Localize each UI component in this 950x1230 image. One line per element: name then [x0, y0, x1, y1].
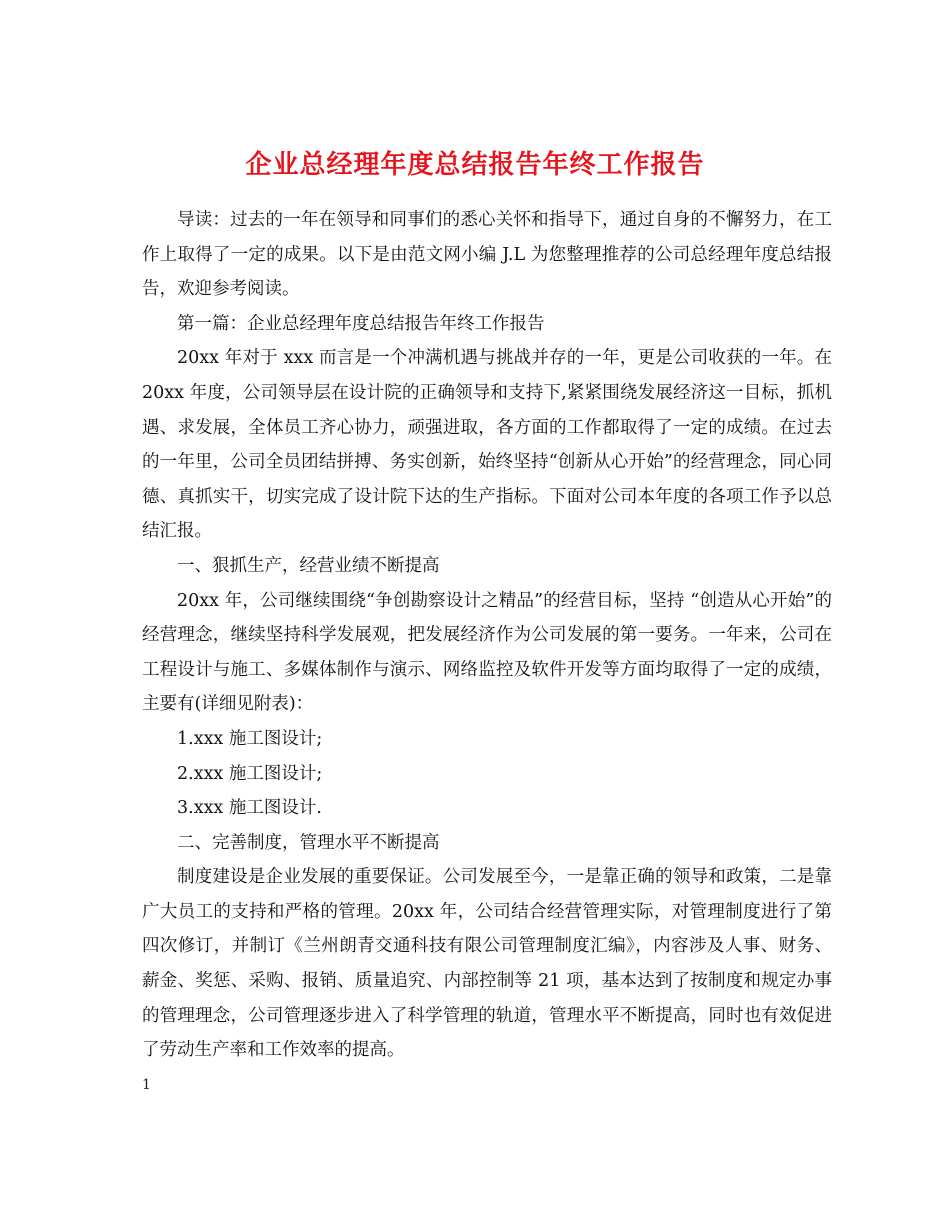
paragraph-management: 制度建设是企业发展的重要保证。公司发展至今，一是靠正确的领导和政策，二是靠广大员工的支持和严格的管理。20xx 年，公司结合经营管理实际，对管理制度进行了第四次修订，并制订《兰州朗青交通科技有限公司管理制度汇编》，内容涉及人事、财务、薪金、奖惩、采购、报销、质量追究、内部控制等 21 项，基本达到了按制度和规定办事的管理理念，公司管理逐步进入了科学管理的轨道，管理水平不断提高，同时也有效促进了劳动生产率和工作效率的提高。 — [142, 867, 832, 1061]
document-title: 企业总经理年度总结报告年终工作报告 — [245, 150, 705, 181]
paragraph-chapter-heading: 第一篇：企业总经理年度总结报告年终工作报告 — [177, 313, 545, 334]
document-body — [142, 203, 832, 1068]
paragraph-production: 20xx 年，公司继续围绕“争创勘察设计之精品”的经营目标，坚持 “创造从心开始”的经营理念，继续坚持科学发展观，把发展经济作为公司发展的第一要务。一年来，公司在工程设计与施工、多媒体制作与演示、网络监控及软件开发等方面均取得了一定的成绩，主要有(详细见附表)： — [142, 590, 832, 715]
list-item: 1.xxx 施工图设计; — [177, 728, 323, 749]
paragraph-intro: 导读：过去的一年在领导和同事们的悉心关怀和指导下，通过自身的不懈努力，在工作上取得了一定的成果。以下是由范文网小编 J.L 为您整理推荐的公司总经理年度总结报告，欢迎参考阅读。 — [142, 210, 832, 300]
page-number: 1 — [142, 1077, 151, 1093]
section-heading-management: 二、完善制度，管理水平不断提高 — [177, 832, 440, 853]
list-item: 2.xxx 施工图设计; — [177, 763, 323, 784]
section-heading-production: 一、狠抓生产，经营业绩不断提高 — [177, 555, 440, 576]
paragraph-overview: 20xx 年对于 xxx 而言是一个冲满机遇与挑战并存的一年，更是公司收获的一年。在 20xx 年度，公司领导层在设计院的正确领导和支持下,紧紧围绕发展经济这一目标，抓机遇、求发展，全体员工齐心协力，顽强进取，各方面的工作都取得了一定的成绩。在过去的一年里，公司全员团结拼搏、务实创新，始终坚持“创新从心开始”的经营理念，同心同德、真抓实干，切实完成了设计院下达的生产指标。下面对公司本年度的各项工作予以总结汇报。 — [142, 348, 832, 542]
list-item: 3.xxx 施工图设计. — [177, 798, 322, 819]
